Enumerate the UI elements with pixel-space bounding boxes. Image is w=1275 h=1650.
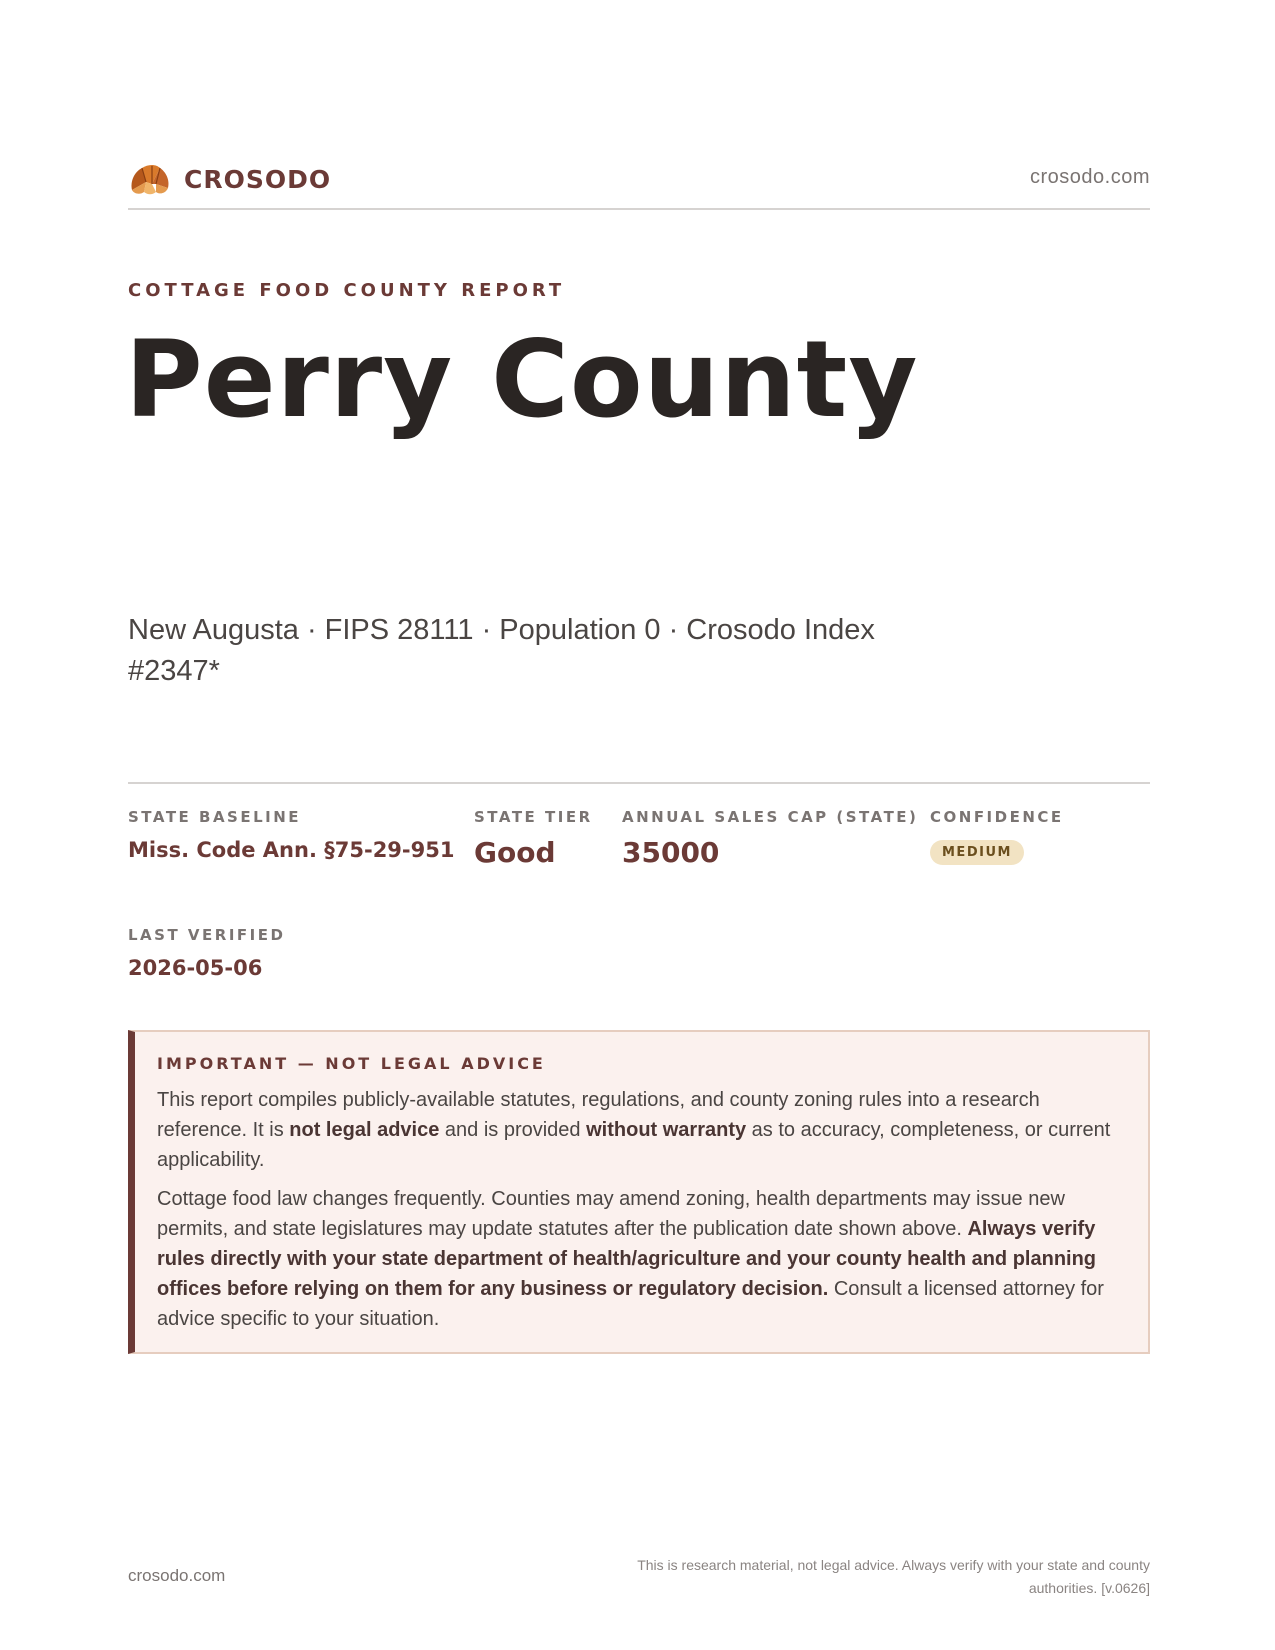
page-header	[128, 160, 1150, 210]
legal-notice	[128, 1030, 1150, 1354]
report-subtitle: New Augusta · FIPS 28111 · Population 0 · Crosodo Index #2347*	[128, 614, 875, 687]
report-page	[125, 0, 1150, 1650]
fact-label: ANNUAL SALES CAP (STATE)	[622, 808, 919, 826]
fact-confidence	[930, 808, 1064, 865]
fact-value: 2026-05-06	[128, 956, 263, 980]
fact-sales-cap	[622, 808, 918, 869]
section-divider	[128, 782, 1150, 784]
brand	[128, 160, 331, 198]
notice-text: as to accuracy, completeness, or current applicability.	[157, 1119, 1111, 1171]
notice-text: and is provided	[439, 1119, 587, 1141]
notice-title: IMPORTANT — NOT LEGAL ADVICE	[157, 1054, 546, 1073]
fact-label: LAST VERIFIED	[128, 926, 286, 944]
report-eyebrow: COTTAGE FOOD COUNTY REPORT	[128, 280, 566, 301]
notice-text: Consult a licensed attorney for advice specific to your situation.	[157, 1278, 1104, 1330]
notice-text: This report compiles publicly-available statutes, regulations, and county zoning rules into a research reference. It is	[157, 1089, 1040, 1141]
fact-value: Miss. Code Ann. §75-29-951	[128, 838, 455, 862]
croissant-icon	[128, 160, 172, 198]
notice-text: Cottage food law changes frequently. Counties may amend zoning, health departments may issue new permits, and state legislatures may update statutes after the publication date shown above.	[157, 1188, 1065, 1240]
notice-emphasis: not legal advice	[289, 1119, 440, 1141]
fact-label: CONFIDENCE	[930, 808, 1064, 826]
fact-label: STATE BASELINE	[128, 808, 302, 826]
fact-state-tier	[474, 808, 593, 869]
fact-value: Good	[474, 836, 556, 869]
fact-label: STATE TIER	[474, 808, 593, 826]
notice-emphasis: Always verify rules directly with your state department of health/agriculture and your county health and planning offices before relying on them for any business or regulatory decision.	[157, 1218, 1097, 1300]
brand-name: CROSODO	[184, 164, 332, 194]
footer-disclaimer: This is research material, not legal advice. Always verify with your state and county authorities. [v.0626]	[637, 1557, 1150, 1596]
page-title: Perry County	[125, 318, 919, 441]
fact-state-baseline	[128, 808, 454, 862]
notice-paragraph-2	[157, 1184, 1122, 1334]
notice-paragraph-1	[157, 1085, 1122, 1175]
notice-emphasis: without warranty	[586, 1119, 747, 1141]
footer-site-link[interactable]: crosodo.com	[128, 1566, 226, 1585]
site-link[interactable]: crosodo.com	[1030, 166, 1150, 188]
confidence-badge: MEDIUM	[930, 840, 1024, 865]
fact-last-verified	[128, 926, 285, 980]
fact-value: 35000	[622, 836, 720, 869]
